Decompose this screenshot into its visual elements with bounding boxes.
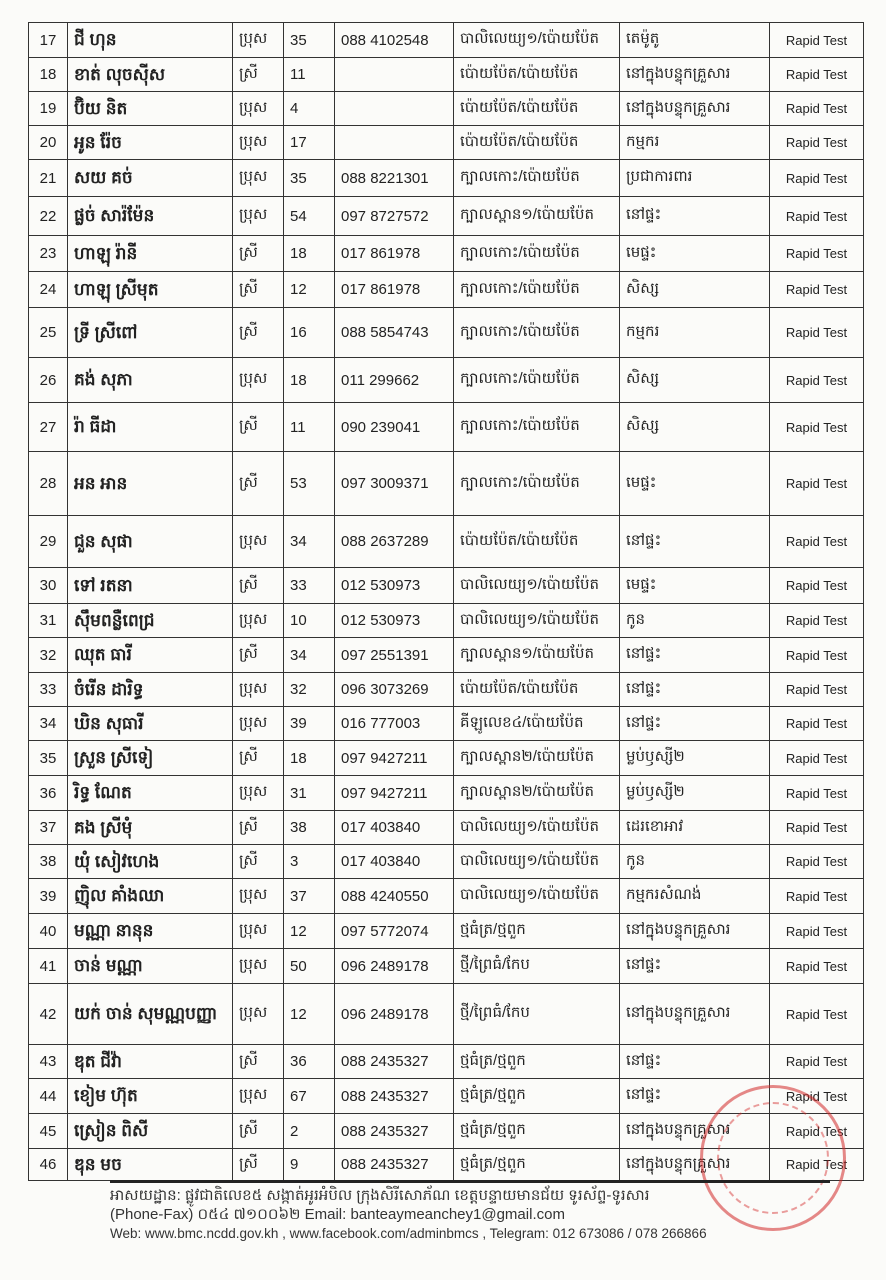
cell-address: ប៉ោយប៉ែត/ប៉ោយប៉ែត (454, 673, 620, 707)
table-row (29, 914, 864, 949)
cell-test: Rapid Test (770, 741, 864, 776)
cell-test: Rapid Test (770, 308, 864, 358)
cell-sex: ស្រី (233, 811, 284, 845)
cell-address: ថ្មី/ព្រៃធំ/កែប (454, 949, 620, 984)
cell-age: 18 (284, 358, 335, 403)
cell-no: 21 (29, 160, 68, 197)
cell-phone: 096 3073269 (335, 673, 454, 707)
cell-name: ចាន់ មណ្ណា (68, 949, 233, 984)
table-row (29, 92, 864, 126)
cell-sex: ស្រី (233, 1045, 284, 1079)
cell-test: Rapid Test (770, 1045, 864, 1079)
cell-no: 22 (29, 197, 68, 236)
cell-test: Rapid Test (770, 272, 864, 308)
table-row (29, 23, 864, 58)
cell-test: Rapid Test (770, 403, 864, 452)
cell-phone: 090 239041 (335, 403, 454, 452)
cell-phone: 097 3009371 (335, 452, 454, 516)
cell-name: ប៊ិយ និត (68, 92, 233, 126)
cell-no: 33 (29, 673, 68, 707)
table-row (29, 811, 864, 845)
cell-occupation: កូន (620, 604, 770, 638)
cell-occupation: នៅក្នុងបន្ទុកគ្រួសារ (620, 92, 770, 126)
table-row (29, 949, 864, 984)
cell-address: បាលិលេយ្យ១/ប៉ោយប៉ែត (454, 568, 620, 604)
cell-test: Rapid Test (770, 358, 864, 403)
cell-no: 24 (29, 272, 68, 308)
cell-test: Rapid Test (770, 984, 864, 1045)
cell-address: ក្បាលស្ពាន១/ប៉ោយប៉ែត (454, 197, 620, 236)
cell-occupation: នៅក្នុងបន្ទុកគ្រួសារ (620, 984, 770, 1045)
cell-no: 32 (29, 638, 68, 673)
cell-occupation: នៅផ្ទះ (620, 673, 770, 707)
cell-age: 53 (284, 452, 335, 516)
cell-age: 11 (284, 58, 335, 92)
cell-age: 33 (284, 568, 335, 604)
cell-age: 36 (284, 1045, 335, 1079)
cell-phone (335, 58, 454, 92)
cell-no: 23 (29, 236, 68, 272)
cell-test: Rapid Test (770, 776, 864, 811)
table-row (29, 197, 864, 236)
cell-no: 34 (29, 707, 68, 741)
cell-name: យក់ ចាន់ សុមណ្ណបញ្ញា (68, 984, 233, 1045)
cell-address: ប៉ោយប៉ែត/ប៉ោយប៉ែត (454, 58, 620, 92)
cell-test: Rapid Test (770, 452, 864, 516)
cell-occupation: មេផ្ទះ (620, 568, 770, 604)
cell-occupation: នៅផ្ទះ (620, 516, 770, 568)
cell-sex: ប្រុស (233, 707, 284, 741)
cell-test: Rapid Test (770, 949, 864, 984)
cell-address: ក្បាលកោះ/ប៉ោយប៉ែត (454, 272, 620, 308)
cell-sex: ប្រុស (233, 776, 284, 811)
cell-phone: 016 777003 (335, 707, 454, 741)
cell-occupation: នៅក្នុងបន្ទុកគ្រួសារ (620, 1149, 770, 1181)
cell-phone: 017 403840 (335, 845, 454, 879)
cell-occupation: ប្រជាការពារ (620, 160, 770, 197)
cell-phone: 012 530973 (335, 568, 454, 604)
cell-occupation: នៅផ្ទះ (620, 707, 770, 741)
table-row (29, 452, 864, 516)
cell-name: ជី ហុន (68, 23, 233, 58)
table-row (29, 160, 864, 197)
cell-no: 25 (29, 308, 68, 358)
cell-address: ថ្មី/ព្រៃធំ/កែប (454, 984, 620, 1045)
cell-occupation: តេម៉ូតូ (620, 23, 770, 58)
cell-age: 12 (284, 914, 335, 949)
cell-sex: ប្រុស (233, 516, 284, 568)
cell-test: Rapid Test (770, 23, 864, 58)
cell-no: 46 (29, 1149, 68, 1181)
cell-address: ថ្មធំត្រ/ថ្មពួក (454, 1079, 620, 1114)
cell-name: ស្រួន ស្រីទៀ (68, 741, 233, 776)
cell-sex: ស្រី (233, 1114, 284, 1149)
cell-age: 38 (284, 811, 335, 845)
cell-sex: ប្រុស (233, 914, 284, 949)
cell-occupation: មេផ្ទះ (620, 236, 770, 272)
cell-name: ឌុត ជីវ៉ា (68, 1045, 233, 1079)
cell-phone: 088 2435327 (335, 1149, 454, 1181)
cell-name: អូន រ៉ែច (68, 126, 233, 160)
cell-sex: ស្រី (233, 845, 284, 879)
cell-age: 39 (284, 707, 335, 741)
cell-sex: ស្រី (233, 638, 284, 673)
cell-phone: 097 5772074 (335, 914, 454, 949)
cell-name: គង់ សុភា (68, 358, 233, 403)
cell-name: ហាឡុ រ៉ានី (68, 236, 233, 272)
cell-name: ជួន សុផា (68, 516, 233, 568)
cell-test: Rapid Test (770, 914, 864, 949)
cell-occupation: នៅក្នុងបន្ទុកគ្រួសារ (620, 914, 770, 949)
cell-phone: 096 2489178 (335, 949, 454, 984)
cell-address: ក្បាលកោះ/ប៉ោយប៉ែត (454, 452, 620, 516)
cell-address: ក្បាលស្ពាន២/ប៉ោយប៉ែត (454, 776, 620, 811)
cell-age: 10 (284, 604, 335, 638)
table-row (29, 604, 864, 638)
table-row (29, 403, 864, 452)
cell-address: ក្បាលស្ពាន១/ប៉ោយប៉ែត (454, 638, 620, 673)
cell-no: 43 (29, 1045, 68, 1079)
cell-address: ថ្មធំត្រ/ថ្មពួក (454, 1045, 620, 1079)
cell-no: 42 (29, 984, 68, 1045)
footer (110, 1180, 830, 1243)
table-row (29, 126, 864, 160)
cell-address: បាលិលេយ្យ១/ប៉ោយប៉ែត (454, 811, 620, 845)
table-row (29, 308, 864, 358)
cell-age: 9 (284, 1149, 335, 1181)
cell-name: ខាត់ លុចស៊ីស (68, 58, 233, 92)
cell-name: រ៉ា ធីដា (68, 403, 233, 452)
cell-address: ក្បាលកោះ/ប៉ោយប៉ែត (454, 236, 620, 272)
cell-phone: 012 530973 (335, 604, 454, 638)
cell-name: ទ្រី ស្រីពៅ (68, 308, 233, 358)
cell-sex: ស្រី (233, 308, 284, 358)
cell-name: ញ៉ិល គាំងឈា (68, 879, 233, 914)
cell-address: ក្បាលកោះ/ប៉ោយប៉ែត (454, 403, 620, 452)
cell-age: 50 (284, 949, 335, 984)
cell-sex: ស្រី (233, 236, 284, 272)
patient-table (28, 22, 864, 1181)
table-row (29, 58, 864, 92)
cell-phone: 088 2435327 (335, 1114, 454, 1149)
cell-address: ប៉ោយប៉ែត/ប៉ោយប៉ែត (454, 516, 620, 568)
cell-sex: ប្រុស (233, 23, 284, 58)
cell-no: 44 (29, 1079, 68, 1114)
footer-divider (110, 1180, 830, 1183)
cell-occupation: នៅក្នុងបន្ទុកគ្រួសារ (620, 1114, 770, 1149)
cell-address: បាលិលេយ្យ១/ប៉ោយប៉ែត (454, 845, 620, 879)
cell-test: Rapid Test (770, 58, 864, 92)
cell-age: 37 (284, 879, 335, 914)
cell-name: គង ស្រីមុំ (68, 811, 233, 845)
cell-sex: ប្រុស (233, 673, 284, 707)
cell-test: Rapid Test (770, 92, 864, 126)
cell-no: 45 (29, 1114, 68, 1149)
cell-address: ក្បាលស្ពាន២/ប៉ោយប៉ែត (454, 741, 620, 776)
cell-phone: 088 2435327 (335, 1079, 454, 1114)
cell-phone: 011 299662 (335, 358, 454, 403)
cell-age: 54 (284, 197, 335, 236)
cell-sex: ស្រី (233, 403, 284, 452)
cell-age: 11 (284, 403, 335, 452)
cell-name: អន អាន (68, 452, 233, 516)
cell-address: បាលិលេយ្យ១/ប៉ោយប៉ែត (454, 879, 620, 914)
cell-phone: 097 9427211 (335, 776, 454, 811)
cell-sex: ស្រី (233, 272, 284, 308)
cell-name: ផ្លច់ សារ៉ម៉ែន (68, 197, 233, 236)
cell-no: 27 (29, 403, 68, 452)
cell-no: 31 (29, 604, 68, 638)
table-row (29, 741, 864, 776)
cell-test: Rapid Test (770, 707, 864, 741)
cell-sex: ស្រី (233, 741, 284, 776)
cell-no: 19 (29, 92, 68, 126)
cell-test: Rapid Test (770, 604, 864, 638)
cell-age: 16 (284, 308, 335, 358)
cell-test: Rapid Test (770, 160, 864, 197)
table-row (29, 879, 864, 914)
cell-sex: ប្រុស (233, 126, 284, 160)
cell-address: ក្បាលកោះ/ប៉ោយប៉ែត (454, 308, 620, 358)
table-row (29, 638, 864, 673)
cell-test: Rapid Test (770, 638, 864, 673)
cell-phone: 088 8221301 (335, 160, 454, 197)
cell-test: Rapid Test (770, 126, 864, 160)
table-row (29, 1045, 864, 1079)
cell-name: ឈុត ធារី (68, 638, 233, 673)
cell-age: 35 (284, 23, 335, 58)
cell-occupation: កូន (620, 845, 770, 879)
table-row (29, 776, 864, 811)
cell-test: Rapid Test (770, 568, 864, 604)
cell-no: 36 (29, 776, 68, 811)
cell-sex: ប្រុស (233, 949, 284, 984)
cell-occupation: នៅផ្ទះ (620, 949, 770, 984)
cell-phone (335, 92, 454, 126)
cell-test: Rapid Test (770, 1149, 864, 1181)
cell-address: បាលិលេយ្យ១/ប៉ោយប៉ែត (454, 23, 620, 58)
cell-occupation: នៅផ្ទះ (620, 1045, 770, 1079)
cell-no: 28 (29, 452, 68, 516)
cell-occupation: កម្មករ (620, 126, 770, 160)
cell-address: ថ្មធំត្រ/ថ្មពួក (454, 1149, 620, 1181)
cell-test: Rapid Test (770, 811, 864, 845)
cell-no: 17 (29, 23, 68, 58)
cell-no: 26 (29, 358, 68, 403)
cell-sex: ប្រុស (233, 92, 284, 126)
cell-name: រិទ្ធ ណែត (68, 776, 233, 811)
table-row (29, 516, 864, 568)
cell-occupation: ដេរខោអាវ (620, 811, 770, 845)
cell-occupation: សិស្ស (620, 272, 770, 308)
cell-age: 12 (284, 984, 335, 1045)
cell-sex: ស្រី (233, 452, 284, 516)
cell-address: ក្បាលកោះ/ប៉ោយប៉ែត (454, 160, 620, 197)
cell-test: Rapid Test (770, 879, 864, 914)
cell-no: 40 (29, 914, 68, 949)
cell-sex: ប្រុស (233, 984, 284, 1045)
cell-occupation: សិស្ស (620, 358, 770, 403)
footer-phone-email: (Phone-Fax) ០៥៤ ៧១០០៦២ Email: banteaymeanchey1@gmail.com (110, 1206, 565, 1223)
cell-address: បាលិលេយ្យ១/ប៉ោយប៉ែត (454, 604, 620, 638)
cell-phone (335, 126, 454, 160)
cell-occupation: សិស្ស (620, 403, 770, 452)
cell-sex: ប្រុស (233, 160, 284, 197)
cell-sex: ស្រី (233, 1149, 284, 1181)
table-row (29, 358, 864, 403)
cell-test: Rapid Test (770, 516, 864, 568)
cell-phone: 088 2637289 (335, 516, 454, 568)
cell-occupation: នៅផ្ទះ (620, 1079, 770, 1114)
cell-age: 3 (284, 845, 335, 879)
table-row (29, 984, 864, 1045)
cell-no: 41 (29, 949, 68, 984)
cell-phone: 097 9427211 (335, 741, 454, 776)
cell-sex: ប្រុស (233, 358, 284, 403)
cell-phone: 088 4102548 (335, 23, 454, 58)
cell-sex: ស្រី (233, 58, 284, 92)
cell-occupation: មេផ្ទះ (620, 452, 770, 516)
table-row (29, 568, 864, 604)
cell-sex: ប្រុស (233, 1079, 284, 1114)
cell-name: ចំរើន ដារិទ្ធ (68, 673, 233, 707)
cell-address: ថ្មធំត្រ/ថ្មពួក (454, 1114, 620, 1149)
table-row (29, 673, 864, 707)
cell-sex: ប្រុស (233, 879, 284, 914)
cell-age: 34 (284, 516, 335, 568)
cell-name: ហាឡុ ស្រីមុត (68, 272, 233, 308)
cell-occupation: កម្មករ (620, 308, 770, 358)
cell-test: Rapid Test (770, 197, 864, 236)
cell-name: មណ្ណា នានុន (68, 914, 233, 949)
cell-age: 2 (284, 1114, 335, 1149)
table-row (29, 236, 864, 272)
cell-no: 37 (29, 811, 68, 845)
cell-address: ប៉ោយប៉ែត/ប៉ោយប៉ែត (454, 92, 620, 126)
cell-phone: 097 2551391 (335, 638, 454, 673)
cell-name: ឃិន សុធារី (68, 707, 233, 741)
cell-test: Rapid Test (770, 1079, 864, 1114)
cell-name: ស៊ឹមពន្លឺពេជ្រ (68, 604, 233, 638)
cell-phone: 017 403840 (335, 811, 454, 845)
table-row (29, 272, 864, 308)
cell-sex: ប្រុស (233, 604, 284, 638)
cell-occupation: ម្លប់ឫស្សី២ (620, 776, 770, 811)
cell-occupation: នៅផ្ទះ (620, 638, 770, 673)
cell-name: ស្រៀន ពិសី (68, 1114, 233, 1149)
cell-age: 17 (284, 126, 335, 160)
table-row (29, 845, 864, 879)
cell-no: 39 (29, 879, 68, 914)
cell-age: 4 (284, 92, 335, 126)
table-row (29, 707, 864, 741)
cell-age: 12 (284, 272, 335, 308)
cell-phone: 017 861978 (335, 236, 454, 272)
cell-sex: ស្រី (233, 568, 284, 604)
cell-address: ប៉ោយប៉ែត/ប៉ោយប៉ែត (454, 126, 620, 160)
cell-address: គីឡូលេខ៤/ប៉ោយប៉ែត (454, 707, 620, 741)
cell-age: 34 (284, 638, 335, 673)
cell-phone: 096 2489178 (335, 984, 454, 1045)
cell-phone: 088 4240550 (335, 879, 454, 914)
cell-name: ឌុន មច (68, 1149, 233, 1181)
cell-occupation: នៅក្នុងបន្ទុកគ្រួសារ (620, 58, 770, 92)
footer-address: អាសយដ្ឋាន: ផ្លូវជាតិលេខ៥ សង្កាត់អូរអំបិល ក្រុងសិរីសោភ័ណ ខេត្តបន្ទាយមានជ័យ ទូរស័ព្ទ-ទូរសារ (110, 1187, 650, 1204)
cell-no: 35 (29, 741, 68, 776)
cell-test: Rapid Test (770, 236, 864, 272)
cell-name: ខៀម ហ៊ុត (68, 1079, 233, 1114)
cell-no: 18 (29, 58, 68, 92)
cell-age: 35 (284, 160, 335, 197)
cell-phone: 017 861978 (335, 272, 454, 308)
cell-no: 30 (29, 568, 68, 604)
cell-age: 18 (284, 741, 335, 776)
cell-occupation: ម្លប់ឫស្សី២ (620, 741, 770, 776)
cell-occupation: នៅផ្ទះ (620, 197, 770, 236)
cell-phone: 088 5854743 (335, 308, 454, 358)
cell-no: 20 (29, 126, 68, 160)
cell-name: យុំ សៀវហេង (68, 845, 233, 879)
cell-test: Rapid Test (770, 845, 864, 879)
cell-occupation: កម្មករសំណង់ (620, 879, 770, 914)
cell-name: សយ គច់ (68, 160, 233, 197)
cell-age: 67 (284, 1079, 335, 1114)
cell-address: ក្បាលកោះ/ប៉ោយប៉ែត (454, 358, 620, 403)
cell-no: 29 (29, 516, 68, 568)
cell-name: ទៅ រតនា (68, 568, 233, 604)
cell-test: Rapid Test (770, 673, 864, 707)
cell-phone: 097 8727572 (335, 197, 454, 236)
cell-age: 32 (284, 673, 335, 707)
cell-test: Rapid Test (770, 1114, 864, 1149)
cell-sex: ប្រុស (233, 197, 284, 236)
cell-address: ថ្មធំត្រ/ថ្មពួក (454, 914, 620, 949)
cell-no: 38 (29, 845, 68, 879)
cell-age: 18 (284, 236, 335, 272)
cell-age: 31 (284, 776, 335, 811)
footer-web: Web: www.bmc.ncdd.gov.kh , www.facebook.com/adminbmcs , Telegram: 012 673086 / 078 266866 (110, 1226, 707, 1241)
cell-phone: 088 2435327 (335, 1045, 454, 1079)
